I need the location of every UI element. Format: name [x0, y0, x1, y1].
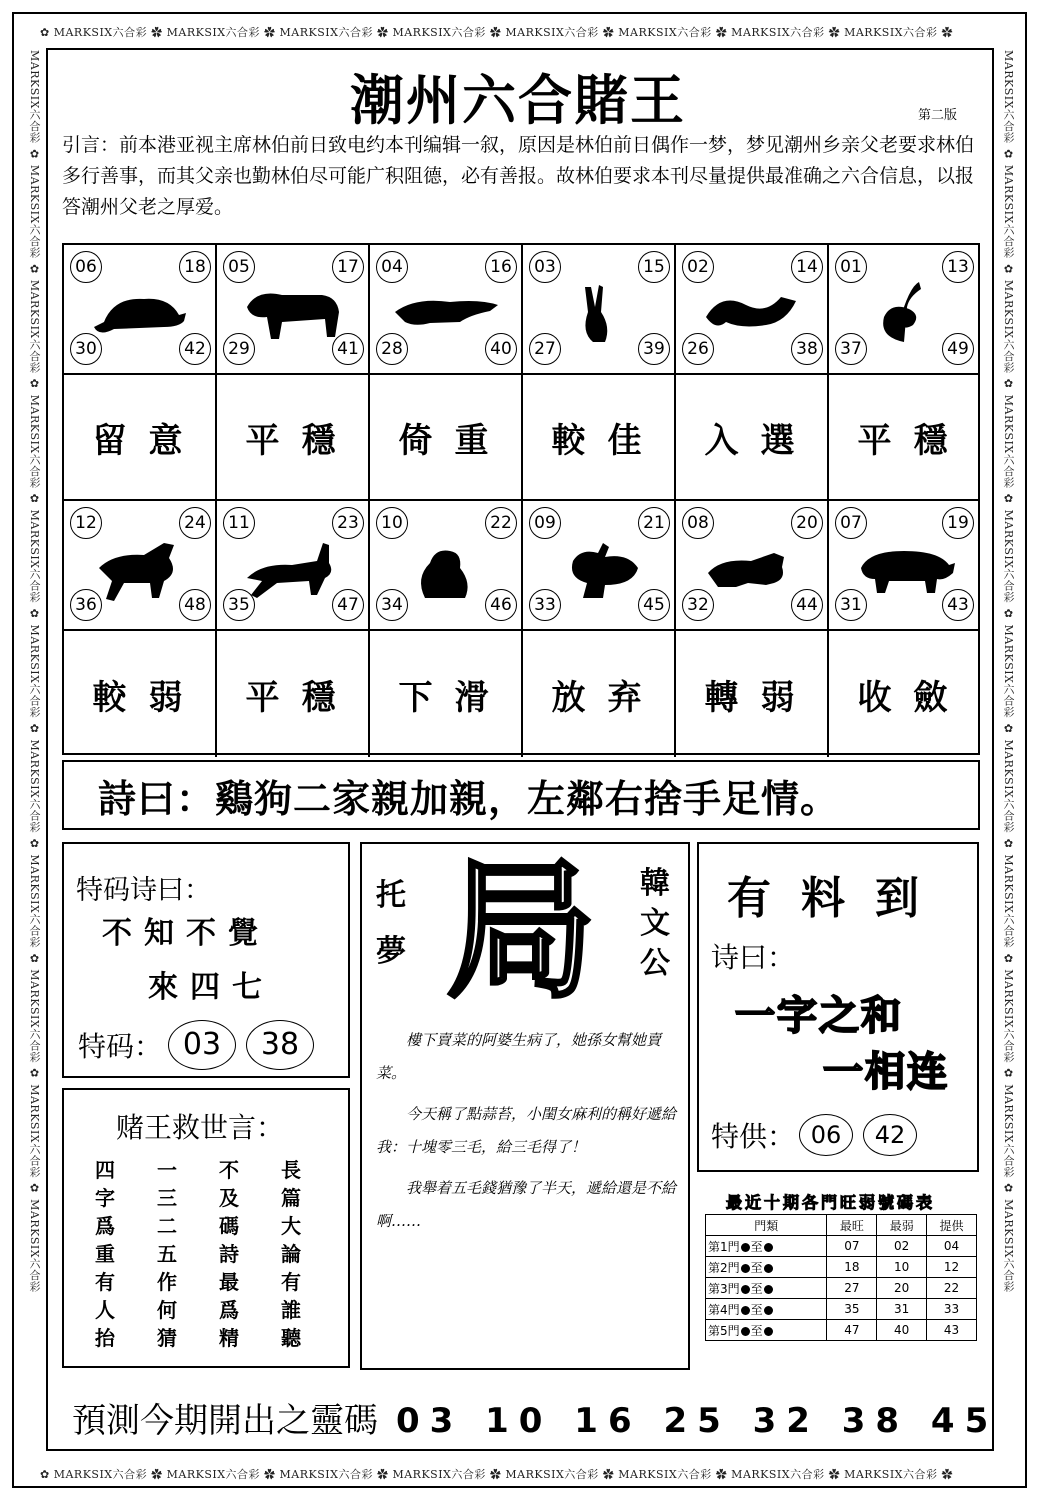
zodiac-number: 21 [638, 507, 670, 539]
zodiac-cell-ox [217, 245, 370, 375]
zodiac-number: 39 [638, 333, 670, 365]
dragon-icon [696, 267, 806, 347]
material-line1: 一字之和 [735, 993, 903, 1039]
status-label: 平穩 [857, 420, 970, 461]
dream-left-text: 托夢 [376, 878, 406, 969]
forecast-label: 預測今期開出之靈碼 [72, 1401, 378, 1441]
rat-icon [84, 267, 194, 347]
zodiac-number: 34 [376, 589, 408, 621]
poem-banner: 詩曰：鷄狗二家親加親，左鄰右捨手足情。 [62, 760, 980, 830]
watermark-right: MARKSIX六合彩 ✿ MARKSIX六合彩 ✿ MARKSIX六合彩 ✿ MARKSIX六合彩 ✿ MARKSIX六合彩 ✿ MARKSIX六合彩 ✿ MARKSIX六合彩 ✿ MARKSIX六合彩 ✿ MARKSIX六合彩 ✿ MARKSIX六合彩 ✿ MARKSIX六合彩 [1002, 50, 1015, 1293]
material-title: 有料到 [727, 873, 949, 924]
stats-title: 最近十期各門旺弱號碼表 [726, 1193, 936, 1212]
stats-table [705, 1214, 977, 1341]
zodiac-number: 08 [682, 507, 714, 539]
supply-number-label: 特供： [711, 1120, 796, 1153]
zodiac-number: 02 [682, 251, 714, 283]
zodiac-number: 47 [332, 589, 364, 621]
intro-text: 引言：前本港亚视主席林伯前日致电约本刊编辑一叙，原因是林伯前日偶作一梦，梦见潮州乡亲父老要求林伯多行善事，而其父亲也勤林伯尽可能广积阻德，必有善报。故林伯要求本刊尽量提供最准确之六合信息，以报答潮州父老之厚爱。 [62, 134, 975, 218]
rabbit-icon [543, 267, 653, 347]
status-label: 平穩 [245, 420, 358, 461]
watermark-bottom: ✿ MARKSIX六合彩 ✿ MARKSIX六合彩 ✿ MARKSIX六合彩 ✿ MARKSIX六合彩 ✿ MARKSIX六合彩 ✿ MARKSIX六合彩 ✿ MARKSIX六合彩 ✿ MARKSIX六合彩 ✿ [40, 1468, 954, 1481]
forecast-row [72, 1393, 998, 1442]
zodiac-number: 10 [376, 507, 408, 539]
status-label: 放弃 [551, 677, 664, 718]
zodiac-number: 30 [70, 333, 102, 365]
zodiac-number: 04 [376, 251, 408, 283]
special-number-row [78, 1020, 314, 1070]
material-line2: 一相连 [823, 1049, 949, 1095]
edition-label: 第二版 [918, 108, 958, 123]
zodiac-number: 22 [485, 507, 517, 539]
zodiac-number: 42 [179, 333, 211, 365]
stats-header-row: 門類 最旺 最弱 提供 [706, 1215, 977, 1236]
zodiac-number: 27 [529, 333, 561, 365]
page-title: 潮州六合賭王 [350, 68, 686, 132]
monkey-icon [390, 523, 500, 603]
king-words-title: 赌王救世言： [116, 1111, 285, 1144]
tiger-icon [390, 267, 500, 347]
zodiac-status-horse [64, 631, 217, 757]
zodiac-cell-pig [829, 501, 980, 631]
watermark-left: MARKSIX六合彩 ✿ MARKSIX六合彩 ✿ MARKSIX六合彩 ✿ MARKSIX六合彩 ✿ MARKSIX六合彩 ✿ MARKSIX六合彩 ✿ MARKSIX六合彩 ✿ MARKSIX六合彩 ✿ MARKSIX六合彩 ✿ MARKSIX六合彩 ✿ MARKSIX六合彩 [28, 50, 41, 1293]
king-words-box [62, 1088, 350, 1368]
zodiac-status-ox [217, 375, 370, 501]
zodiac-status-snake [829, 375, 980, 501]
status-label: 入選 [704, 420, 817, 461]
zodiac-number: 18 [179, 251, 211, 283]
status-label: 收斂 [857, 677, 970, 718]
material-box [697, 842, 979, 1172]
stats-row: 第2門 至 18 10 12 [706, 1257, 977, 1278]
story-paragraph: 樓下賣菜的阿婆生病了，她孫女幫她賣菜。 [376, 1031, 662, 1082]
zodiac-number: 13 [942, 251, 974, 283]
zodiac-number: 32 [682, 589, 714, 621]
zodiac-number: 45 [638, 589, 670, 621]
dream-big-character: 局 [446, 845, 597, 1019]
king-words-column: 長 篇 大 論 有 誰 聽 [281, 1158, 301, 1350]
zodiac-number: 11 [223, 507, 255, 539]
special-number-1: 03 [168, 1020, 236, 1070]
stats-row: 第3門 至 27 20 22 [706, 1278, 977, 1299]
special-number-label: 特码： [78, 1030, 163, 1063]
king-words-columns [90, 1156, 330, 1356]
zodiac-cell-rooster [523, 501, 676, 631]
zodiac-number: 01 [835, 251, 867, 283]
king-words-column: 一 三 二 五 作 何 猜 [157, 1158, 177, 1350]
status-label: 下滑 [398, 677, 511, 718]
zodiac-cell-rabbit [523, 245, 676, 375]
supply-number-2: 42 [863, 1114, 917, 1156]
special-number-2: 38 [246, 1020, 314, 1070]
zodiac-status-monkey [370, 631, 523, 757]
zodiac-status-dragon [676, 375, 829, 501]
zodiac-number: 46 [485, 589, 517, 621]
zodiac-number: 48 [179, 589, 211, 621]
dog-icon [696, 523, 806, 603]
king-words-column: 不 及 碼 詩 最 爲 精 [219, 1158, 239, 1350]
dream-right-text: 韓文公 [640, 866, 670, 981]
zodiac-number: 24 [179, 507, 211, 539]
zodiac-status-tiger [370, 375, 523, 501]
zodiac-cell-rat [64, 245, 217, 375]
stats-row: 第5門 至 47 40 43 [706, 1320, 977, 1341]
zodiac-number: 05 [223, 251, 255, 283]
zodiac-grid [62, 243, 980, 755]
zodiac-number: 31 [835, 589, 867, 621]
zodiac-cell-dragon [676, 245, 829, 375]
zodiac-number: 17 [332, 251, 364, 283]
zodiac-number: 40 [485, 333, 517, 365]
zodiac-cell-tiger [370, 245, 523, 375]
zodiac-number: 06 [70, 251, 102, 283]
zodiac-number: 07 [835, 507, 867, 539]
goat-icon [237, 523, 347, 603]
zodiac-number: 16 [485, 251, 517, 283]
forecast-numbers: 03 10 16 25 32 38 45 [396, 1401, 999, 1441]
zodiac-number: 14 [791, 251, 823, 283]
zodiac-number: 20 [791, 507, 823, 539]
status-label: 較佳 [551, 420, 664, 461]
special-poem-box [62, 842, 350, 1078]
zodiac-cell-snake [829, 245, 980, 375]
stats-row: 第1門 至 07 02 04 [706, 1236, 977, 1257]
status-label: 轉弱 [704, 677, 817, 718]
zodiac-number: 44 [791, 589, 823, 621]
zodiac-status-rooster [523, 631, 676, 757]
material-poem-label: 诗曰： [711, 941, 796, 974]
zodiac-number: 35 [223, 589, 255, 621]
zodiac-number: 28 [376, 333, 408, 365]
special-poem-heading: 特码诗曰： [76, 875, 211, 906]
king-words-column: 四 字 爲 重 有 人 抬 [95, 1158, 115, 1350]
special-poem-line2: 來四七 [148, 970, 274, 1005]
zodiac-number: 38 [791, 333, 823, 365]
story-paragraph: 我舉着五毛錢猶豫了半天，遞給還是不給啊…… [376, 1179, 677, 1230]
status-label: 倚重 [398, 420, 511, 461]
ox-icon [237, 267, 347, 347]
zodiac-number: 49 [942, 333, 974, 365]
zodiac-cell-horse [64, 501, 217, 631]
dream-story [376, 1024, 676, 1246]
status-label: 平穩 [245, 677, 358, 718]
zodiac-status-pig [829, 631, 980, 757]
stats-row: 第4門 至 35 31 33 [706, 1299, 977, 1320]
rooster-icon [543, 523, 653, 603]
zodiac-cell-goat [217, 501, 370, 631]
zodiac-cell-monkey [370, 501, 523, 631]
zodiac-number: 19 [942, 507, 974, 539]
dream-box [360, 842, 690, 1370]
status-label: 較弱 [92, 677, 205, 718]
zodiac-number: 33 [529, 589, 561, 621]
zodiac-number: 15 [638, 251, 670, 283]
zodiac-status-rabbit [523, 375, 676, 501]
zodiac-number: 43 [942, 589, 974, 621]
zodiac-number: 41 [332, 333, 364, 365]
zodiac-cell-dog [676, 501, 829, 631]
supply-number-row [711, 1114, 917, 1156]
zodiac-number: 37 [835, 333, 867, 365]
horse-icon [84, 523, 194, 603]
zodiac-number: 23 [332, 507, 364, 539]
pig-icon [849, 523, 959, 603]
zodiac-status-dog [676, 631, 829, 757]
supply-number-1: 06 [799, 1114, 853, 1156]
zodiac-number: 12 [70, 507, 102, 539]
zodiac-status-goat [217, 631, 370, 757]
story-paragraph: 今天稱了點蒜苔，小閨女麻利的稱好遞給我：十塊零三毛，給三毛得了！ [376, 1105, 677, 1156]
watermark-top: ✿ MARKSIX六合彩 ✿ MARKSIX六合彩 ✿ MARKSIX六合彩 ✿ MARKSIX六合彩 ✿ MARKSIX六合彩 ✿ MARKSIX六合彩 ✿ MARKSIX六合彩 ✿ MARKSIX六合彩 ✿ [40, 26, 954, 39]
zodiac-number: 26 [682, 333, 714, 365]
zodiac-number: 36 [70, 589, 102, 621]
zodiac-number: 29 [223, 333, 255, 365]
zodiac-number: 09 [529, 507, 561, 539]
special-poem-line1: 不知不覺 [102, 916, 270, 951]
snake-icon [849, 267, 959, 347]
zodiac-number: 03 [529, 251, 561, 283]
status-label: 留意 [92, 420, 205, 461]
zodiac-status-rat [64, 375, 217, 501]
